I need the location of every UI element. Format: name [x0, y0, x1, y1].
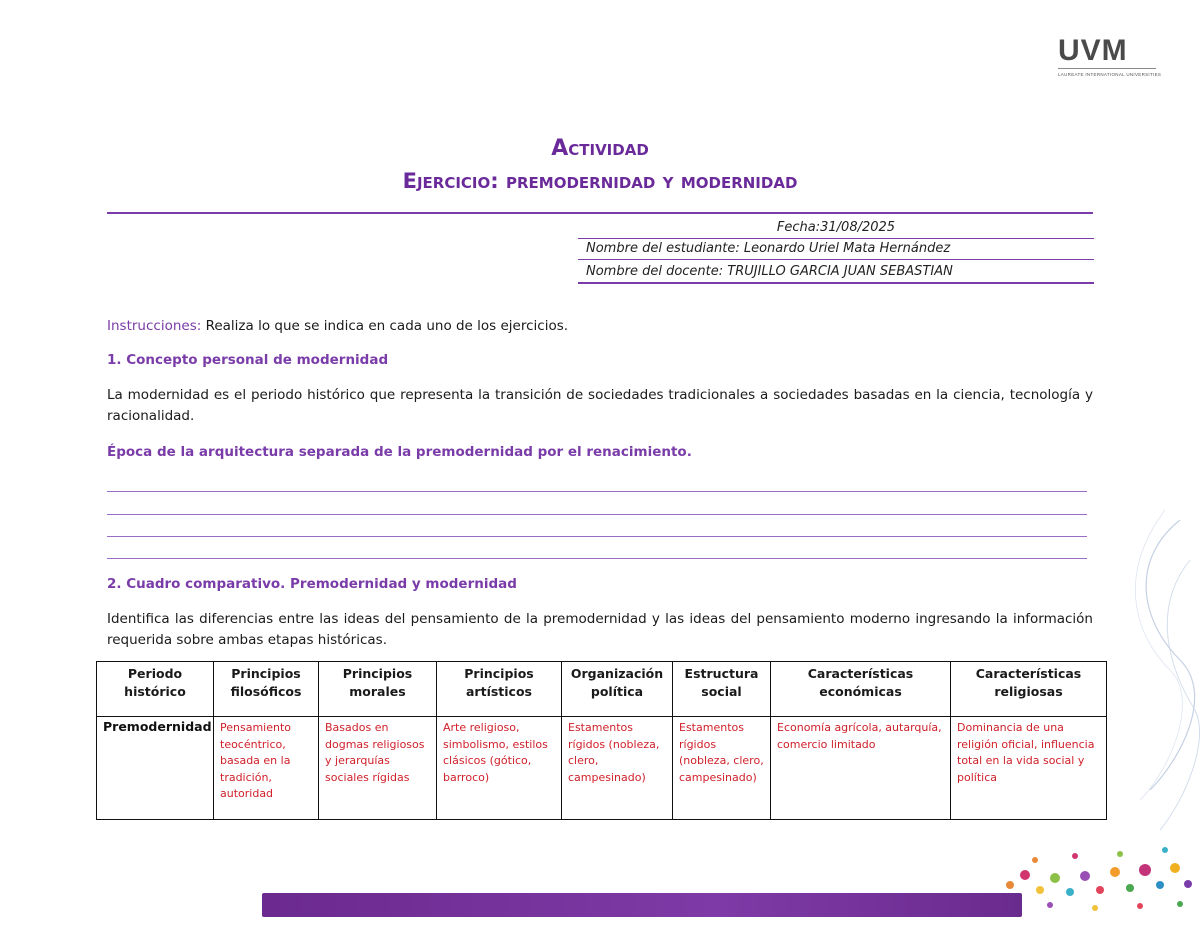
page-title: Actividad	[551, 136, 649, 161]
table-cell[interactable]: Dominancia de una religión oficial, influencia total en la vida social y política	[951, 717, 1107, 820]
logo-wordmark: UVM	[1058, 34, 1128, 67]
table-cell[interactable]: Pensamiento teocéntrico, basada en la tradición, autoridad	[214, 717, 319, 820]
title-block	[0, 133, 1200, 197]
answer-line	[107, 536, 1087, 537]
table-header: Estructura social	[673, 662, 771, 717]
table-header: Organización política	[562, 662, 673, 717]
logo-divider	[1058, 68, 1156, 69]
table-header: Principios morales	[319, 662, 437, 717]
comparison-table	[96, 661, 1107, 820]
instructions-text: Realiza lo que se indica en cada uno de los ejercicios.	[201, 318, 569, 334]
table-cell[interactable]: Basados en dogmas religiosos y jerarquías sociales rígidas	[319, 717, 437, 820]
table-cell[interactable]: Economía agrícola, autarquía, comercio limitado	[771, 717, 951, 820]
table-row	[97, 717, 1107, 820]
table-cell[interactable]: Arte religioso, simbolismo, estilos clásicos (gótico, barroco)	[437, 717, 562, 820]
table-header: Principios filosóficos	[214, 662, 319, 717]
info-underline	[578, 259, 1094, 260]
table-header: Principios artísticos	[437, 662, 562, 717]
section2-heading: 2. Cuadro comparativo. Premodernidad y modernidad	[107, 576, 517, 592]
section1-heading: 1. Concepto personal de modernidad	[107, 352, 389, 368]
teacher-name-field: Nombre del docente: TRUJILLO GARCIA JUAN SEBASTIAN	[586, 264, 953, 279]
table-header: Características económicas	[771, 662, 951, 717]
table-header: Características religiosas	[951, 662, 1107, 717]
title-divider	[107, 212, 1093, 214]
answer-line	[107, 491, 1087, 492]
instructions	[107, 316, 1093, 337]
page-subtitle: Ejercicio: premodernidad y modernidad	[402, 169, 798, 193]
table-header-row	[97, 662, 1107, 717]
decorative-ornament	[980, 500, 1200, 927]
logo-subtext: LAUREATE INTERNATIONAL UNIVERSITIES	[1058, 72, 1162, 77]
answer-line	[107, 514, 1087, 515]
info-underline	[578, 238, 1094, 239]
table-header: Periodo histórico	[97, 662, 214, 717]
section2-body: Identifica las diferencias entre las ideas del pensamiento de la premodernidad y las ideas del pensamiento moderno ingresando la información requerida sobre ambas etapas históricas.	[107, 611, 1093, 648]
section1-body: La modernidad es el periodo histórico que representa la transición de sociedades tradicionales a sociedades basadas en la ciencia, tecnología y racionalidad.	[107, 387, 1093, 424]
section1-subheading: Época de la arquitectura separada de la premodernidad por el renacimiento.	[107, 444, 692, 460]
table-row-period: Premodernidad	[97, 717, 214, 820]
table-cell[interactable]: Estamentos rígidos (nobleza, clero, campesinado)	[562, 717, 673, 820]
info-underline	[578, 282, 1094, 284]
student-name-field: Nombre del estudiante: Leonardo Uriel Mata Hernández	[586, 241, 951, 256]
date-field: Fecha:31/08/2025	[776, 220, 896, 235]
footer-band	[262, 893, 1022, 917]
answer-line	[107, 558, 1087, 559]
uvm-logo	[1058, 34, 1162, 77]
table-cell[interactable]: Estamentos rígidos (nobleza, clero, campesinado)	[673, 717, 771, 820]
instructions-label: Instrucciones:	[107, 318, 202, 334]
